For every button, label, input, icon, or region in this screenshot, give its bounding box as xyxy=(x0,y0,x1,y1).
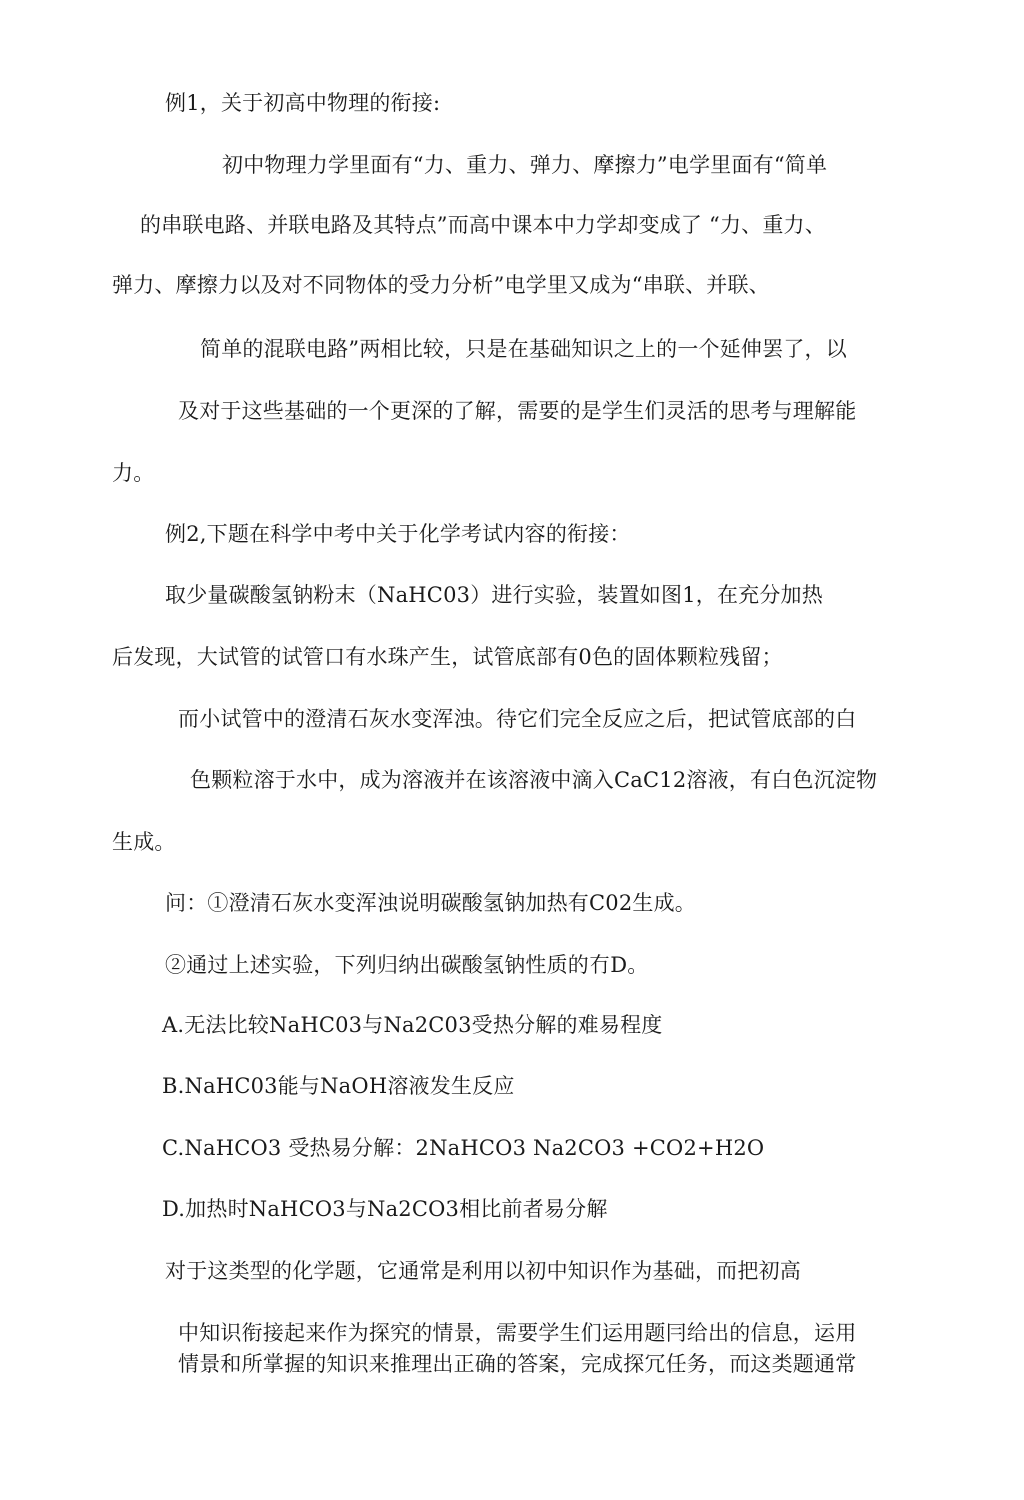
paragraph-line: 情景和所掌握的知识来推理出正确的答案，完成探冗任务，而这类题通常 xyxy=(178,1352,857,1376)
paragraph-line: 的串联电路、并联电路及其特点”而高中课本中力学却变成了 “力、重力、 xyxy=(140,213,826,237)
paragraph-line: 初中物理力学里面有“力、重力、弹力、摩擦力”电学里面有“简单 xyxy=(222,153,828,177)
paragraph-line: 而小试管中的澄清石灰水变浑浊。待它们完全反应之后，把试管底部的白 xyxy=(178,707,857,731)
question-line: 问：①澄清石灰水变浑浊说明碳酸氢钠加热有C02生成。 xyxy=(165,891,696,915)
paragraph-line: 对于这类型的化学题，它通常是利用以初中知识作为基础，而把初高 xyxy=(165,1259,801,1283)
paragraph-line: 生成。 xyxy=(112,830,176,854)
paragraph-line: 力。 xyxy=(112,461,155,485)
option-c: C.NaHCO3 受热易分解：2NaHCO3 Na2CO3 +CO2+H2O xyxy=(162,1136,765,1160)
option-a: A.无法比较NaHC03与Na2C03受热分解的难易程度 xyxy=(162,1013,663,1037)
example-1-heading: 例1，关于初高中物理的衔接: xyxy=(165,91,441,115)
paragraph-line: 后发现，大试管的试管口有水珠产生，试管底部有0色的固体颗粒残留； xyxy=(112,645,783,669)
paragraph-line: 中知识衔接起来作为探究的情景，需要学生们运用题冃给出的信息，运用 xyxy=(178,1321,857,1345)
option-d: D.加热时NaHCO3与Na2CO3相比前者易分解 xyxy=(162,1197,608,1221)
paragraph-line: 色颗粒溶于水中，成为溶液并在该溶液中滴入CaC12溶液，有白色沉淀物 xyxy=(190,768,878,792)
example-2-heading: 例2,下题在科学中考中关于化学考试内容的衔接： xyxy=(165,522,631,546)
option-b: B.NaHC03能与NaOH溶液发生反应 xyxy=(162,1074,515,1098)
question-line: ②通过上述实验，下列归纳出碳酸氢钠性质的冇D。 xyxy=(165,953,649,977)
paragraph-line: 取少量碳酸氢钠粉末（NaHC03）进行实验，装置如图1，在充分加热 xyxy=(165,583,823,607)
paragraph-line: 弹力、摩擦力以及对不同物体的受力分析”电学里又成为“串联、并联、 xyxy=(112,273,770,297)
paragraph-line: 及对于这些基础的一个更深的了解，需要的是学生们灵活的思考与理解能 xyxy=(178,399,857,423)
paragraph-line: 简单的混联电路”两相比较，只是在基础知识之上的一个延伸罢了，以 xyxy=(200,337,847,361)
